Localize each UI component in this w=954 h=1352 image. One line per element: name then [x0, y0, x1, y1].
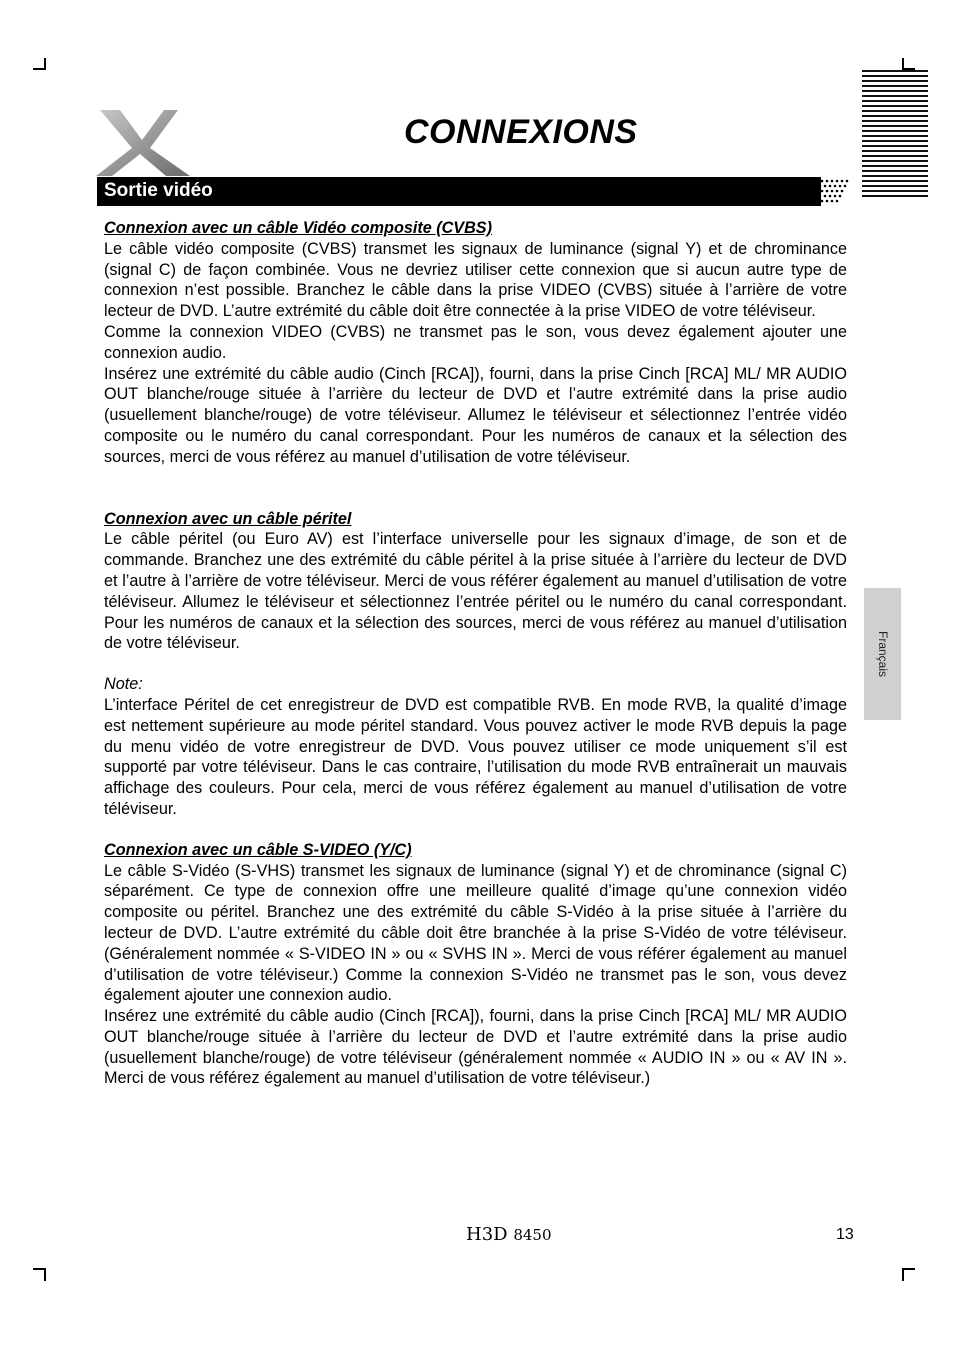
crop-mark-top-left-h	[33, 68, 46, 70]
brand-x-logo	[92, 108, 196, 178]
crop-mark-bottom-left-h	[33, 1268, 46, 1270]
subheading-svideo: Connexion avec un câble S-VIDEO (Y/C)	[104, 840, 412, 859]
note-label: Note:	[104, 675, 143, 694]
section-title: Sortie vidéo	[104, 180, 213, 201]
subheading-cvbs: Connexion avec un câble Vidéo composite (CVBS)	[104, 219, 492, 237]
main-content	[104, 218, 847, 1089]
model-logo	[466, 1224, 552, 1245]
model-prefix: H3D	[466, 1224, 508, 1245]
note-paragraph: L’interface Péritel de cet enregistreur de DVD est compatible RVB. En mode RVB, la qualité d’image est nettement supérieure au mode péritel standard. Vous pouvez activer le mode RVB depuis la page du menu vidéo de votre enregistreur de DVD. Vous pouvez utiliser ce mode uniquement s’il est supporté par votre téléviseur. Dans le cas contraire, l’utilisation du mode RVB entraînerait un mauvais affichage des couleurs. Pour cela, merci de vous référez également au manuel d’utilisation de votre téléviseur.	[104, 695, 847, 818]
language-tab	[864, 588, 901, 720]
model-number: 8450	[513, 1226, 552, 1244]
crop-mark-bottom-right-h	[902, 1268, 915, 1270]
section-header-bar	[97, 177, 821, 206]
paragraph: Le câble péritel (ou Euro AV) est l’interface universelle pour les signaux d’image, de son et de commande. Branchez une des extrémité du câble péritel à la prise située à l’arrière du lecteur de DVD et l’autre à l’arrière de votre téléviseur. Merci de vous référer également au manuel d’utilisation de votre téléviseur. Allumez le téléviseur et sélectionnez l’entrée péritel ou le numéro du canal correspondant. Pour les numéros de canaux et la sélection des sources, merci de vous référez au manuel d’utilisation de votre téléviseur.	[104, 530, 847, 653]
page-title: CONNEXIONS	[404, 113, 638, 151]
subheading-peritel: Connexion avec un câble péritel	[104, 509, 352, 528]
decorative-dot-pattern	[818, 177, 852, 206]
paragraph: Insérez une extrémité du câble audio (Cinch [RCA]), fourni, dans la prise Cinch [RCA] ML/ MR AUDIO OUT blanche/rouge située à l’arrière du lecteur de DVD et l’autre extrémité dans la prise audio (usuellement blanche/rouge) de votre téléviseur. Allumez le téléviseur et sélectionnez l’entrée vidéo composite ou le numéro du canal correspondant. Pour les numéros de canaux et la sélection des sources, merci de vous référez au manuel d’utilisation de votre téléviseur.	[104, 364, 847, 466]
paragraph: Le câble vidéo composite (CVBS) transmet les signaux de luminance (signal Y) et de chrominance (signal C) de façon combinée. Vous ne devriez utiliser cette connexion que si aucun autre type de connexion n’est possible. Branchez le câble dans la prise VIDEO (CVBS) située à l’arrière de votre lecteur de DVD. L’autre extrémité du câble doit être connectée à la prise VIDEO de votre téléviseur.	[104, 239, 847, 321]
page-number: 13	[836, 1226, 854, 1243]
paragraph: Le câble S-Vidéo (S-VHS) transmet les signaux de luminance (signal Y) et de chrominance (signal C) séparément. Ce type de connexion offre une meilleure qualité d’image qu’une connexion vidéo composite ou péritel. Branchez une des extrémité du câble S-Vidéo à la prise située à l’arrière du lecteur de DVD. L’autre extrémité du câble doit être branchée à la prise S-Vidéo de votre téléviseur. (Généralement nommée « S-VIDEO IN » ou « SVHS IN ». Merci de vous référer également au manuel d’utilisation de votre téléviseur.) Comme la connexion S-Vidéo ne transmet pas le son, vous devez également ajouter une connexion audio.	[104, 861, 847, 1005]
paragraph: Insérez une extrémité du câble audio (Cinch [RCA]), fourni, dans la prise Cinch [RCA] ML/ MR AUDIO OUT blanche/rouge située à l’arrière du lecteur de DVD et l’autre extrémité dans la prise audio (usuellement blanche/rouge) de votre téléviseur (généralement nommée « AUDIO IN » ou « AV IN ». Merci de vous référez également au manuel d’utilisation de votre téléviseur.)	[104, 1007, 847, 1088]
paragraph: Comme la connexion VIDEO (CVBS) ne transmet pas le son, vous devez également ajouter une connexion audio.	[104, 322, 847, 362]
decorative-stripes	[862, 70, 928, 200]
language-label: Français	[875, 630, 890, 678]
